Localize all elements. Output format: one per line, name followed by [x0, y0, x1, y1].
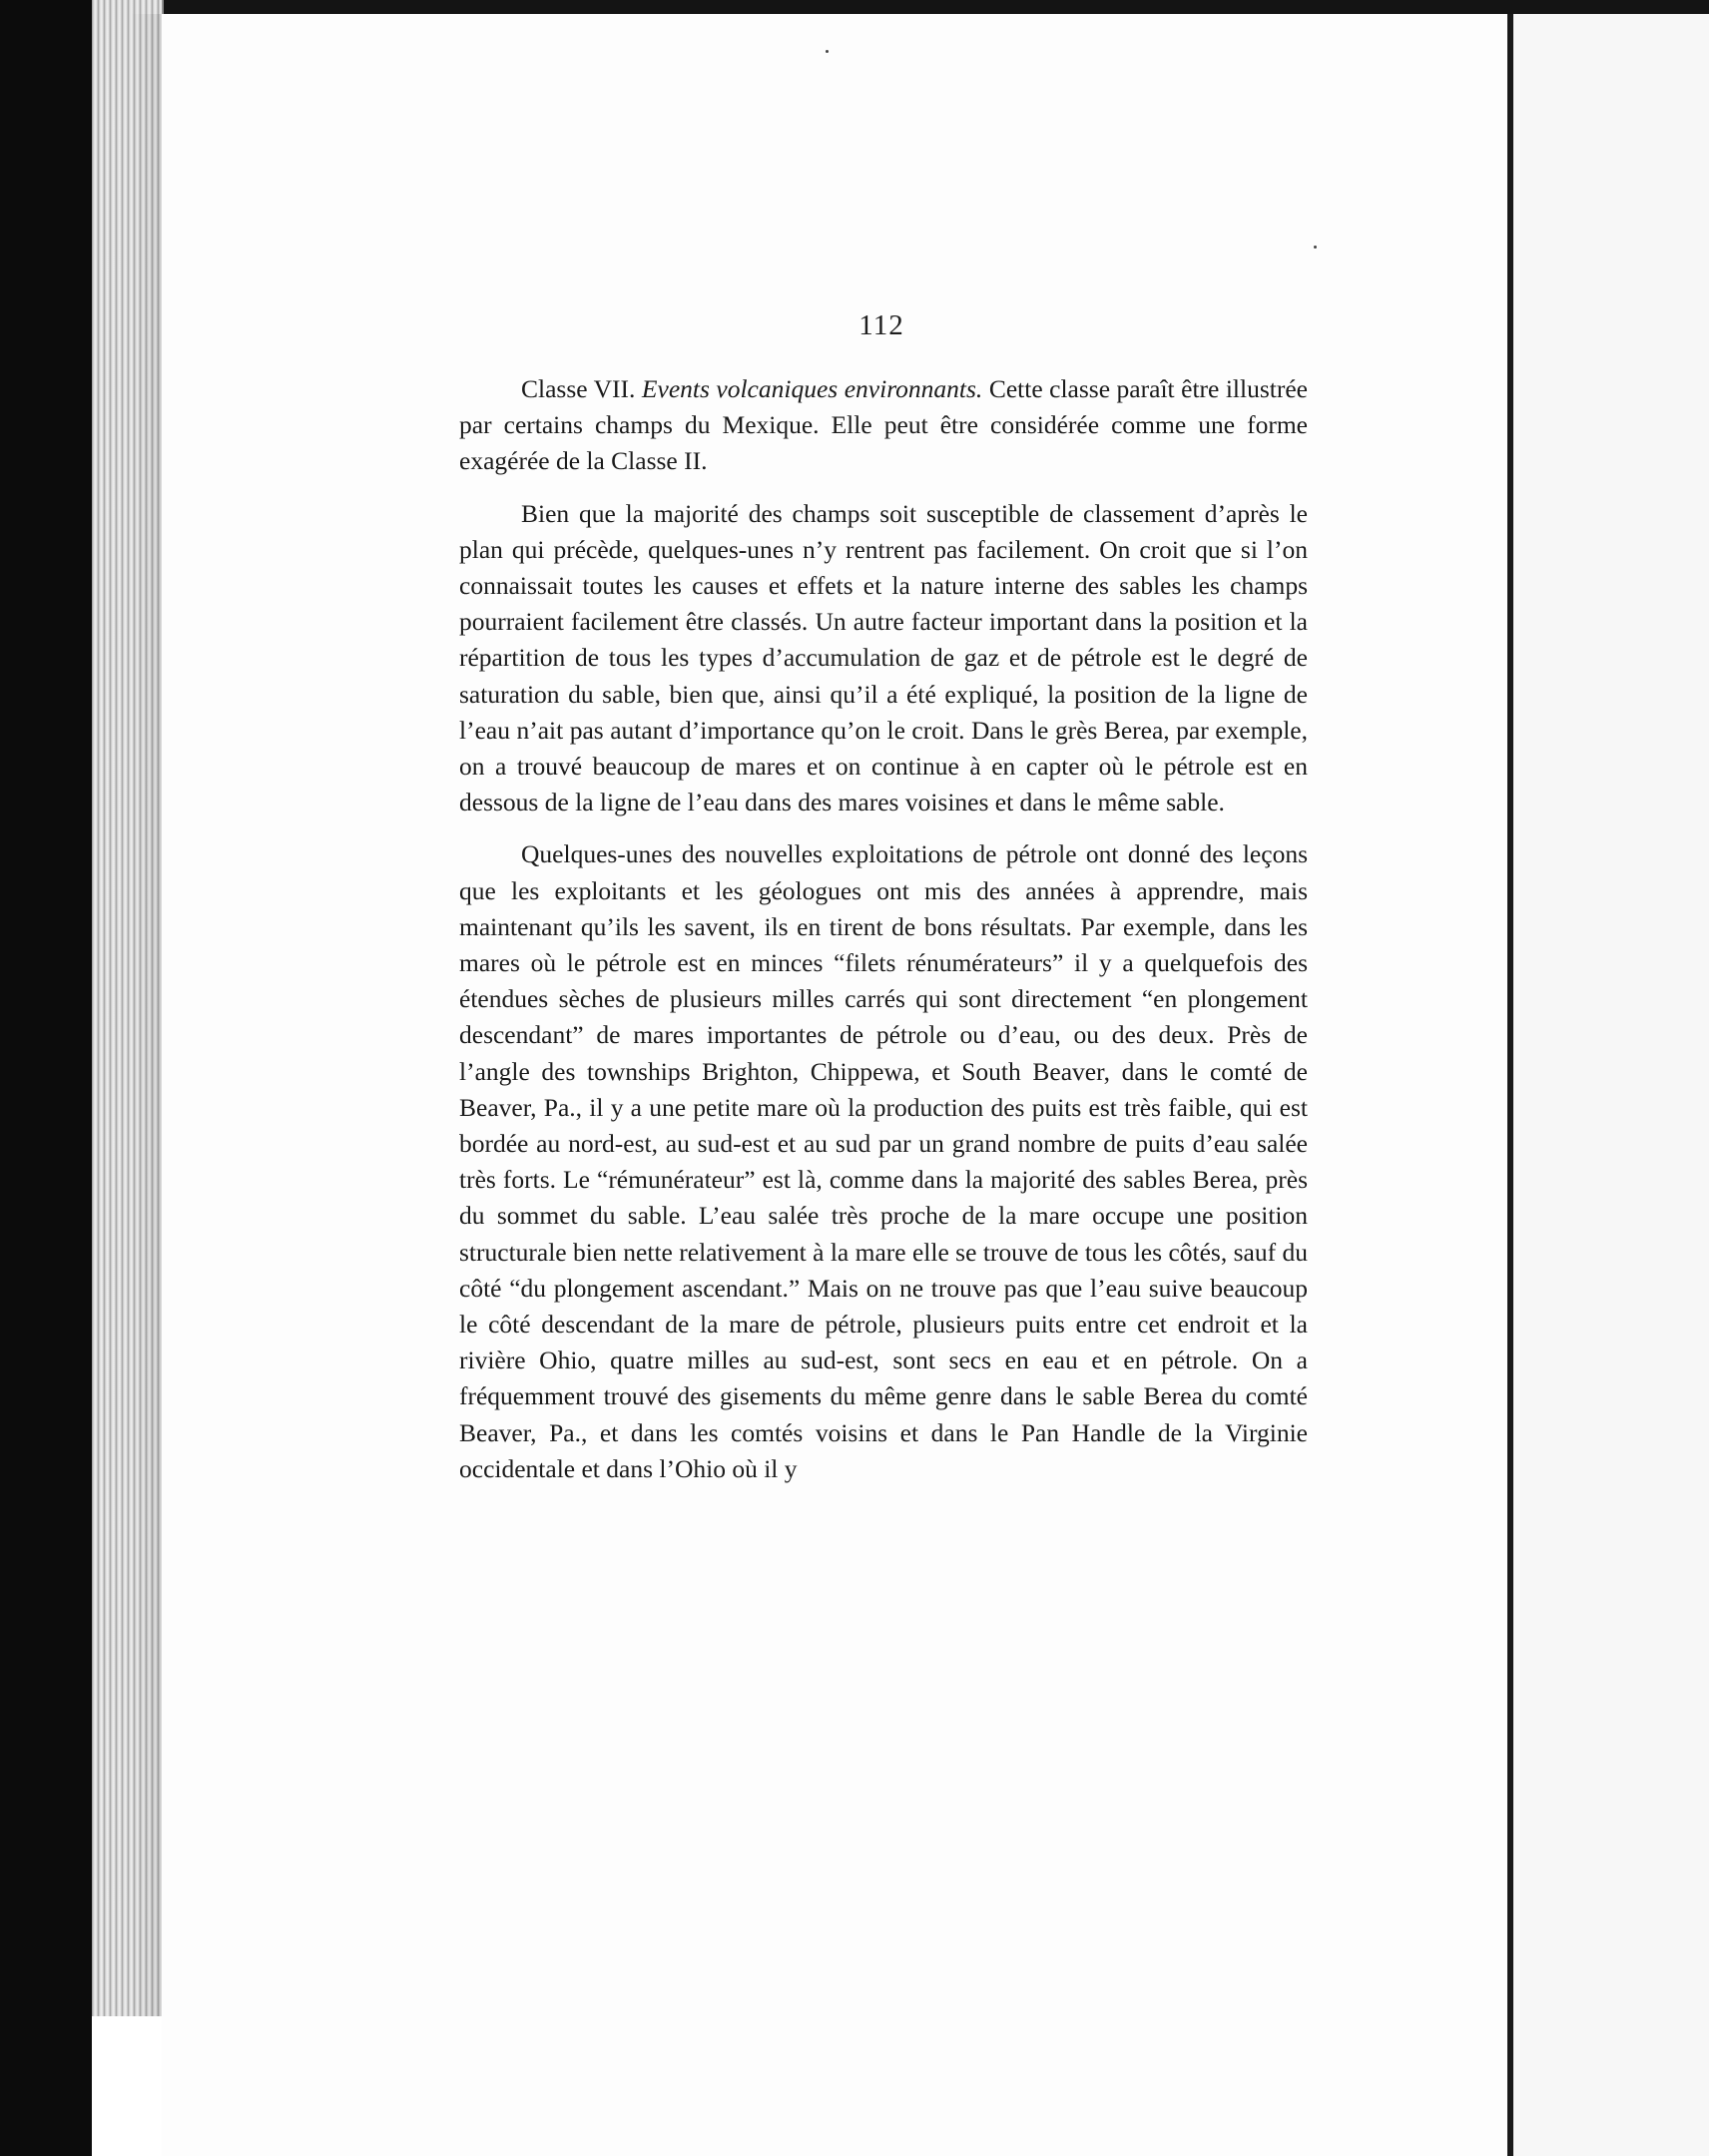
paragraph-classe-vii — [459, 371, 1308, 480]
scan-speck — [1314, 246, 1317, 249]
italic-heading: Events volcaniques environnants. — [641, 374, 983, 403]
paragraph-classement — [459, 496, 1308, 821]
body-text — [459, 371, 1308, 1503]
paragraph-exploitations — [459, 836, 1308, 1487]
scan-speck — [826, 50, 829, 53]
text-run: Classe VII. — [521, 374, 642, 403]
text-run: Quelques-unes des nouvelles exploitations de pétrole ont donné des leçons que les exploitants et les géologues ont mis des années à apprendre, mais maintenant qu’ils les savent, ils en tirent de bons résultats. Par exemple, dans les mares où le pétrole est en minces “filets rénumérateurs” il y a quelquefois des étendues sèches de plusieurs milles carrés qui sont directement “en plongement descendant” de mares importantes de pétrole ou d’eau, ou des deux. Près de l’angle des townships Brighton, Chippewa, et South Beaver, dans le comté de Beaver, Pa., il y a une petite mare où la production des puits est très faible, qui est bordée au nord-est, au sud-est et au sud par un grand nombre de puits d’eau salée très forts. Le “rémunérateur” est là, comme dans la majorité des sables Berea, près du sommet du sable. L’eau salée très proche de la mare occupe une position structurale bien nette relativement à la mare elle se trouve de tous les côtés, sauf du côté “du plongement ascendant.” Mais on ne trouve pas que l’eau suive beaucoup le côté descendant de la mare de pétrole, plusieurs puits entre cet endroit et la rivière Ohio, quatre milles au sud-est, sont secs en eau et en pétrole. On a fréquemment trouvé des gisements du même genre dans le sable Berea du comté Beaver, Pa., et dans les comtés voisins et dans le Pan Handle de la Virginie occidentale et dans l’Ohio où il y — [459, 839, 1308, 1483]
text-run: Cette classe paraît être illustrée par certains champs du Mexique. Elle peut être considérée comme une forme exagérée de la Classe II. — [459, 374, 1308, 476]
page-number: 112 — [858, 309, 904, 341]
scan-top-border — [0, 0, 1709, 14]
text-run: Bien que la majorité des champs soit susceptible de classement d’après le plan qui précède, quelques-unes n’y rentrent pas facilement. On croit que si l’on connaissait toutes les causes et effets et la nature interne des sables les champs pourraient facilement être classés. Un autre facteur important dans la position et la répartition de tous les types d’accumulation de gaz et de pétrole est le degré de saturation du sable, bien que, ainsi qu’il a été expliqué, la position de la ligne de l’eau n’ait pas autant d’importance qu’on le croit. Dans le grès Berea, par exemple, on a trouvé beaucoup de mares et on continue à en capter où le pétrole est en dessous de la ligne de l’eau dans des mares voisines et dans le même sable. — [459, 498, 1308, 817]
